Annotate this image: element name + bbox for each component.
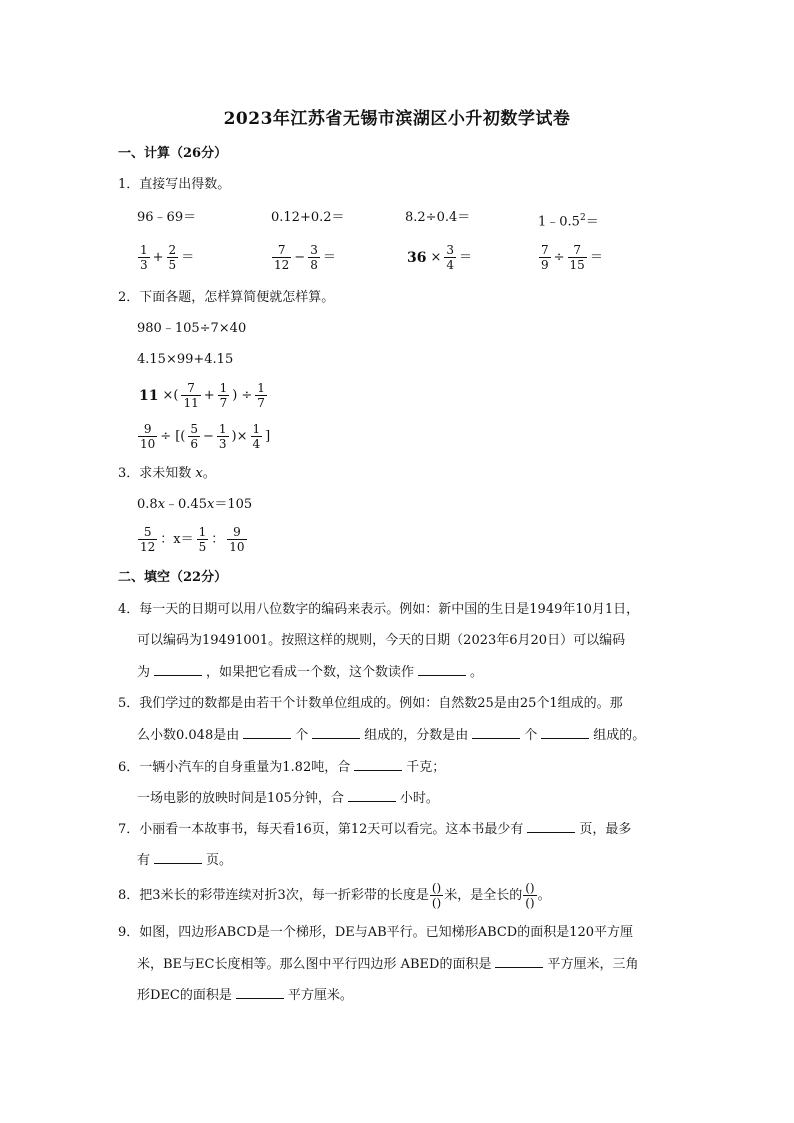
q5-blank-1[interactable]	[243, 726, 291, 739]
q2-expr3: 11 ×( $\frac{7}{11}$ + $\frac{1}{7}$ ) ÷ $\frac{1}{7}$	[139, 381, 265, 410]
q9-line3: 形DEC的面积是 平方厘米。	[137, 988, 353, 1003]
q1-row2-item1: $\frac{1}{3}$ + $\frac{2}{5}$ ＝	[140, 243, 195, 272]
page-title: 2023年江苏省无锡市滨湖区小升初数学试卷	[223, 109, 571, 129]
q3-label: 3．求未知数 x。	[118, 466, 216, 481]
q5-line2: 么小数0.048是由 个 组成的，分数是由 个 组成的。	[137, 728, 646, 743]
q5-blank-3[interactable]	[472, 726, 520, 739]
q4-line1: 4．每一天的日期可以用八位数字的编码来表示。例如：新中国的生日是1949年10月1日，	[118, 602, 640, 617]
q1-row1-item2: 0.12+0.2＝	[271, 210, 345, 225]
q6-line1: 6．一辆小汽车的自身重量为1.82吨，合 千克；	[118, 760, 446, 775]
q1-row2-item4: $\frac{7}{9}$ ÷ $\frac{7}{15}$ ＝	[541, 243, 603, 272]
section-1-heading: 一、计算（26分）	[118, 146, 228, 161]
q1-row2-item2: $\frac{7}{12}$ − $\frac{3}{8}$ ＝	[274, 243, 336, 272]
q3-expr1: 0.8x﹣0.45x＝105	[137, 497, 253, 512]
q1-row1-item3: 8.2÷0.4＝	[405, 210, 471, 225]
q1-row1-item1: 96﹣69＝	[137, 210, 197, 225]
q8-fraction-blank-2[interactable]: $\frac{()}{()}$	[525, 881, 535, 910]
section-2-heading: 二、填空（22分）	[118, 570, 228, 585]
q5-line1: 5．我们学过的数都是由若干个计数单位组成的。例如：自然数25是由25个1组成的。那	[118, 696, 623, 711]
q7-line2: 有 页。	[137, 853, 233, 868]
q1-label: 1．直接写出得数。	[118, 177, 231, 192]
q6-blank-1[interactable]	[354, 758, 402, 771]
q4-line2: 可以编码为19491001。按照这样的规则，今天的日期（2023年6月20日）可以编码	[137, 633, 626, 648]
q2-expr1: 980﹣105÷7×40	[137, 321, 247, 336]
q4-line3: 为 ，如果把它看成一个数，这个数读作 。	[137, 665, 484, 680]
q1-row2-item3: 36 × $\frac{3}{4}$ ＝	[407, 243, 473, 272]
q7-blank-2[interactable]	[154, 851, 202, 864]
q4-blank-1[interactable]	[154, 663, 202, 676]
q3-expr2: $\frac{5}{12}$ ：x＝ $\frac{1}{5}$ ： $\frac{9}{10}$	[140, 525, 245, 554]
q8-line: 8．把3米长的彩带连续对折3次，每一折彩带的长度是 $\frac{()}{()}$ 米，是全长的 $\frac{()}{()}$ 。	[118, 881, 551, 910]
q9-line1: 9．如图，四边形ABCD是一个梯形，DE与AB平行。已知梯形ABCD的面积是120平方厘	[118, 925, 634, 940]
q6-blank-2[interactable]	[348, 789, 396, 802]
q9-blank-2[interactable]	[236, 986, 284, 999]
q5-blank-4[interactable]	[541, 726, 589, 739]
q6-line2: 一场电影的放映时间是105分钟，合 小时。	[137, 791, 439, 806]
q7-blank-1[interactable]	[527, 820, 575, 833]
q4-blank-2[interactable]	[418, 663, 466, 676]
q8-fraction-blank-1[interactable]: $\frac{()}{()}$	[431, 881, 442, 910]
q2-expr2: 4.15×99+4.15	[137, 352, 234, 367]
q1-row1-item4: $1﹣0.5^2=$	[538, 213, 599, 230]
q9-blank-1[interactable]	[495, 955, 543, 968]
q9-line2: 米，BE与EC长度相等。那么图中平行四边形 ABED的面积是 平方厘米，三角	[137, 957, 639, 972]
q5-blank-2[interactable]	[312, 726, 360, 739]
q7-line1: 7．小丽看一本故事书，每天看16页，第12天可以看完。这本书最少有 页，最多	[118, 822, 632, 837]
q2-label: 2．下面各题，怎样算简便就怎样算。	[118, 290, 335, 305]
q2-expr4: $\frac{9}{10}$ ÷ [( $\frac{5}{6}$ − $\frac{1}{3}$ )× $\frac{1}{4}$ ]	[140, 422, 271, 451]
